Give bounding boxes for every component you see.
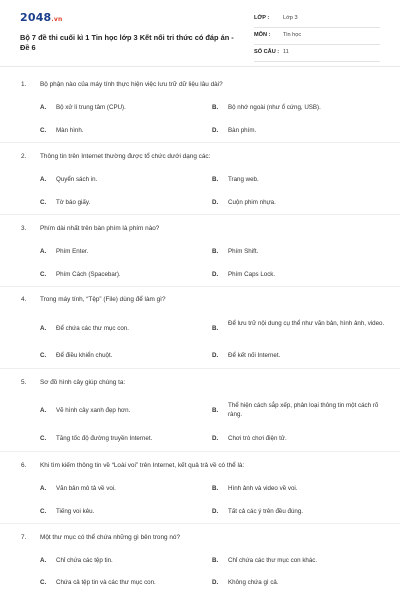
option-text: Quyển sách in. xyxy=(56,176,98,183)
option-letter: C. xyxy=(40,199,47,206)
option-text: Không chứa gì cả. xyxy=(228,579,279,586)
option-text: Cuộn phim nhựa. xyxy=(228,199,276,206)
option-text: Tiếng voi kêu. xyxy=(56,508,95,515)
option-letter: A. xyxy=(40,176,47,183)
question-text: Thông tin trên Internet thường được tổ chức dưới dạng các: xyxy=(40,153,211,160)
option-letter: D. xyxy=(212,508,219,515)
option-letter: C. xyxy=(40,127,47,134)
option-letter: C. xyxy=(40,435,47,442)
option-text: Để kết nối Internet. xyxy=(228,352,281,359)
question-text: Khi tìm kiếm thông tin về “Loài voi” trên Internet, kết quả trả về có thể là: xyxy=(40,462,245,469)
option-text: Phím Enter. xyxy=(56,248,89,255)
meta-row-subject xyxy=(254,28,380,45)
option-letter: A. xyxy=(40,557,47,564)
option-letter: D. xyxy=(212,271,219,278)
question-number: 3. xyxy=(21,225,27,232)
question-text: Phím dài nhất trên bàn phím là phím nào? xyxy=(40,225,160,232)
option-text: Phím Caps Lock. xyxy=(228,271,276,278)
option-letter: B. xyxy=(212,325,219,332)
option-letter: D. xyxy=(212,127,219,134)
option-text: Để điều khiển chuột. xyxy=(56,352,113,359)
option-text: Phím Shift. xyxy=(228,248,259,255)
option-letter: D. xyxy=(212,435,219,442)
option-text: Vẽ hình cây xanh đẹp hơn. xyxy=(56,407,131,414)
question-number: 7. xyxy=(21,534,27,541)
question-text: Trong máy tính, “Tệp” (File) dùng để làm gì? xyxy=(40,296,166,303)
header-divider xyxy=(0,66,400,67)
option-text: Chỉ chứa các thư mục con khác. xyxy=(228,557,318,564)
option-letter: D. xyxy=(212,579,219,586)
question-divider xyxy=(0,286,400,287)
option-letter: B. xyxy=(212,104,219,111)
option-text: Chứa cả tệp tin và các thư mục con. xyxy=(56,579,156,586)
question-number: 2. xyxy=(21,153,27,160)
option-text: Màn hình. xyxy=(56,127,84,134)
option-text: Thể hiện cách sắp xếp, phân loại thông tin một cách rõ ràng. xyxy=(228,402,379,418)
option-letter: B. xyxy=(212,485,219,492)
option-text: Trang web. xyxy=(228,176,259,183)
meta-label: SỐ CÂU : xyxy=(254,49,280,55)
option-letter: C. xyxy=(40,508,47,515)
option-letter: A. xyxy=(40,325,47,332)
meta-value: Lớp 3 xyxy=(283,15,298,21)
option-text: Văn bản mô tả về voi. xyxy=(56,485,116,492)
option-text: Bộ nhớ ngoài (như ổ cứng, USB). xyxy=(228,104,321,111)
option-text: Bộ xử lí trung tâm (CPU). xyxy=(56,104,126,111)
option-text: Chơi trò chơi điện tử. xyxy=(228,435,287,442)
question-text: Một thư mục có thể chứa những gì bên trong nó? xyxy=(40,534,181,541)
option-letter: A. xyxy=(40,248,47,255)
option-letter: B. xyxy=(212,557,219,564)
option-text: Để lưu trữ nội dung cụ thể như văn bản, hình ảnh, video. xyxy=(228,320,385,327)
option-letter: C. xyxy=(40,579,47,586)
question-text: Bộ phận nào của máy tính thực hiện việc lưu trữ dữ liệu lâu dài? xyxy=(40,81,223,88)
meta-value: 11 xyxy=(283,49,289,55)
option-text: Bàn phím. xyxy=(228,127,257,134)
option-letter: D. xyxy=(212,352,219,359)
meta-label: LỚP : xyxy=(254,15,270,21)
option-letter: A. xyxy=(40,407,47,414)
option-text: Để chứa các thư mục con. xyxy=(56,325,129,332)
question-divider xyxy=(0,214,400,215)
question-divider xyxy=(0,142,400,143)
option-letter: A. xyxy=(40,485,47,492)
question-number: 1. xyxy=(21,81,27,88)
question-text: Sơ đồ hình cây giúp chúng ta: xyxy=(40,379,126,386)
option-letter: B. xyxy=(212,176,219,183)
option-text: Tăng tốc độ đường truyền Internet. xyxy=(56,435,153,442)
exam-title: Bộ 7 đề thi cuối kì 1 Tin học lớp 3 Kết nối tri thức có đáp án - Đề 6 xyxy=(20,33,234,52)
option-text: Phím Cách (Spacebar). xyxy=(56,271,121,278)
option-text: Tất cả các ý trên đều đúng. xyxy=(228,508,303,515)
option-letter: D. xyxy=(212,199,219,206)
option-letter: B. xyxy=(212,248,219,255)
site-logo[interactable] xyxy=(20,11,62,24)
meta-value: Tin học xyxy=(283,32,302,38)
question-divider xyxy=(0,368,400,369)
option-text: Chỉ chứa các tệp tin. xyxy=(56,557,113,564)
meta-row-count xyxy=(254,45,380,62)
page-header xyxy=(0,0,400,62)
question-number: 5. xyxy=(21,379,27,386)
option-letter: A. xyxy=(40,104,47,111)
option-text: Hình ảnh và video về voi. xyxy=(228,485,298,492)
exam-meta xyxy=(254,11,380,62)
option-text: Tờ báo giấy. xyxy=(56,199,91,206)
logo-tld: .vn xyxy=(51,16,63,23)
meta-row-grade xyxy=(254,11,380,28)
question-number: 4. xyxy=(21,296,27,303)
question-divider xyxy=(0,523,400,524)
logo-text: 2048 xyxy=(20,11,52,24)
question-divider xyxy=(0,451,400,452)
meta-label: MÔN : xyxy=(254,32,271,38)
question-number: 6. xyxy=(21,462,27,469)
option-letter: B. xyxy=(212,407,219,414)
option-letter: C. xyxy=(40,352,47,359)
option-letter: C. xyxy=(40,271,47,278)
